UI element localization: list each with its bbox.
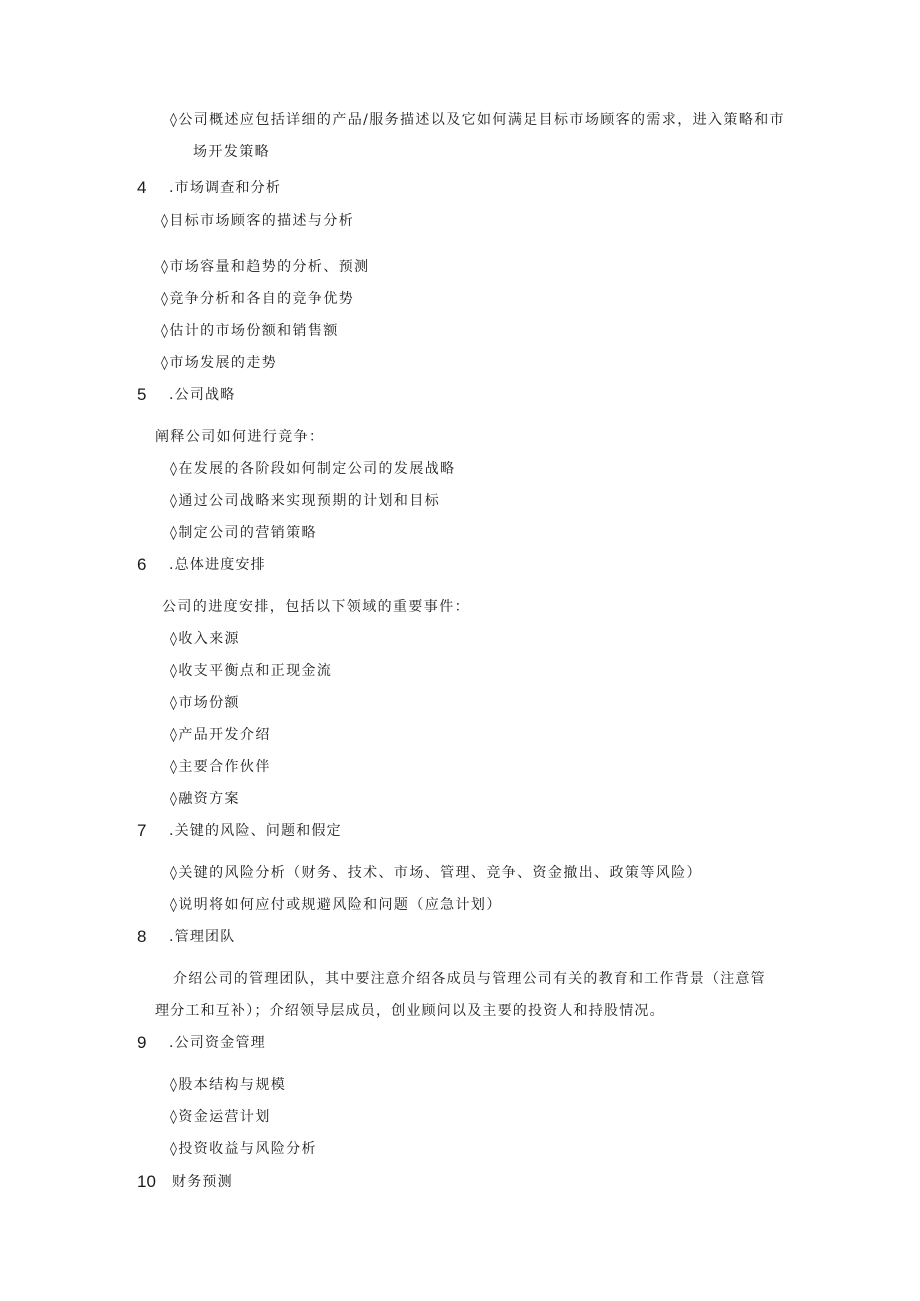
section-9-bullet: ◊股本结构与规模 (170, 1077, 287, 1093)
section-10-heading: 财务预测 (172, 1174, 233, 1190)
section-4-bullet: ◊市场容量和趋势的分析、预测 (161, 259, 370, 275)
section-9-bullet: ◊投资收益与风险分析 (170, 1141, 317, 1157)
section-8-paragraph-line-1: 介绍公司的管理团队，其中要注意介绍各成员与管理公司有关的教育和工作背景（注意管 (173, 971, 766, 987)
intro-line-1: ◊公司概述应包括详细的产品/服务描述以及它如何满足目标市场顾客的需求，进入策略和市 (170, 112, 786, 128)
intro-line-2: 场开发策略 (193, 144, 270, 160)
section-4-bullet: ◊竞争分析和各自的竞争优势 (161, 291, 355, 307)
section-8-number: 8 (137, 927, 147, 946)
section-4-bullet: ◊目标市场顾客的描述与分析 (161, 213, 355, 229)
section-4-number: 4 (137, 178, 147, 197)
section-6-lead: 公司的进度安排，包括以下领域的重要事件： (162, 599, 470, 615)
section-7-bullet: ◊关键的风险分析（财务、技术、市场、管理、竞争、资金撤出、政策等风险） (170, 865, 702, 881)
section-6-bullet: ◊融资方案 (170, 791, 240, 807)
section-5-number: 5 (137, 385, 147, 404)
section-8-paragraph-line-2: 理分工和互补）；介绍领导层成员，创业顾问以及主要的投资人和持股情况。 (155, 1003, 665, 1019)
section-5-lead: 阐释公司如何进行竞争： (155, 429, 325, 445)
section-6-bullet: ◊产品开发介绍 (170, 727, 271, 743)
section-5-bullet: ◊在发展的各阶段如何制定公司的发展战略 (170, 461, 456, 477)
section-7-heading: .关键的风险、问题和假定 (169, 823, 342, 839)
section-7-number: 7 (137, 821, 147, 840)
section-8-heading: .管理团队 (169, 929, 236, 945)
section-6-bullet: ◊市场份额 (170, 695, 240, 711)
section-7-bullet: ◊说明将如何应付或规避风险和问题（应急计划） (170, 897, 502, 913)
section-5-heading: .公司战略 (169, 387, 236, 403)
section-4-bullet: ◊估计的市场份额和销售额 (161, 323, 339, 339)
section-9-bullet: ◊资金运营计划 (170, 1109, 271, 1125)
section-4-bullet: ◊市场发展的走势 (161, 355, 278, 371)
section-9-heading: .公司资金管理 (169, 1035, 266, 1051)
section-6-number: 6 (137, 555, 147, 574)
section-9-number: 9 (137, 1033, 147, 1052)
section-4-heading: .市场调查和分析 (169, 180, 282, 196)
section-6-bullet: ◊收支平衡点和正现金流 (170, 663, 333, 679)
section-6-bullet: ◊收入来源 (170, 631, 240, 647)
section-10-number: 10 (137, 1172, 156, 1191)
section-6-bullet: ◊主要合作伙伴 (170, 759, 271, 775)
section-6-heading: .总体进度安排 (169, 557, 266, 573)
section-5-bullet: ◊通过公司战略来实现预期的计划和目标 (170, 493, 441, 509)
section-5-bullet: ◊制定公司的营销策略 (170, 525, 317, 541)
